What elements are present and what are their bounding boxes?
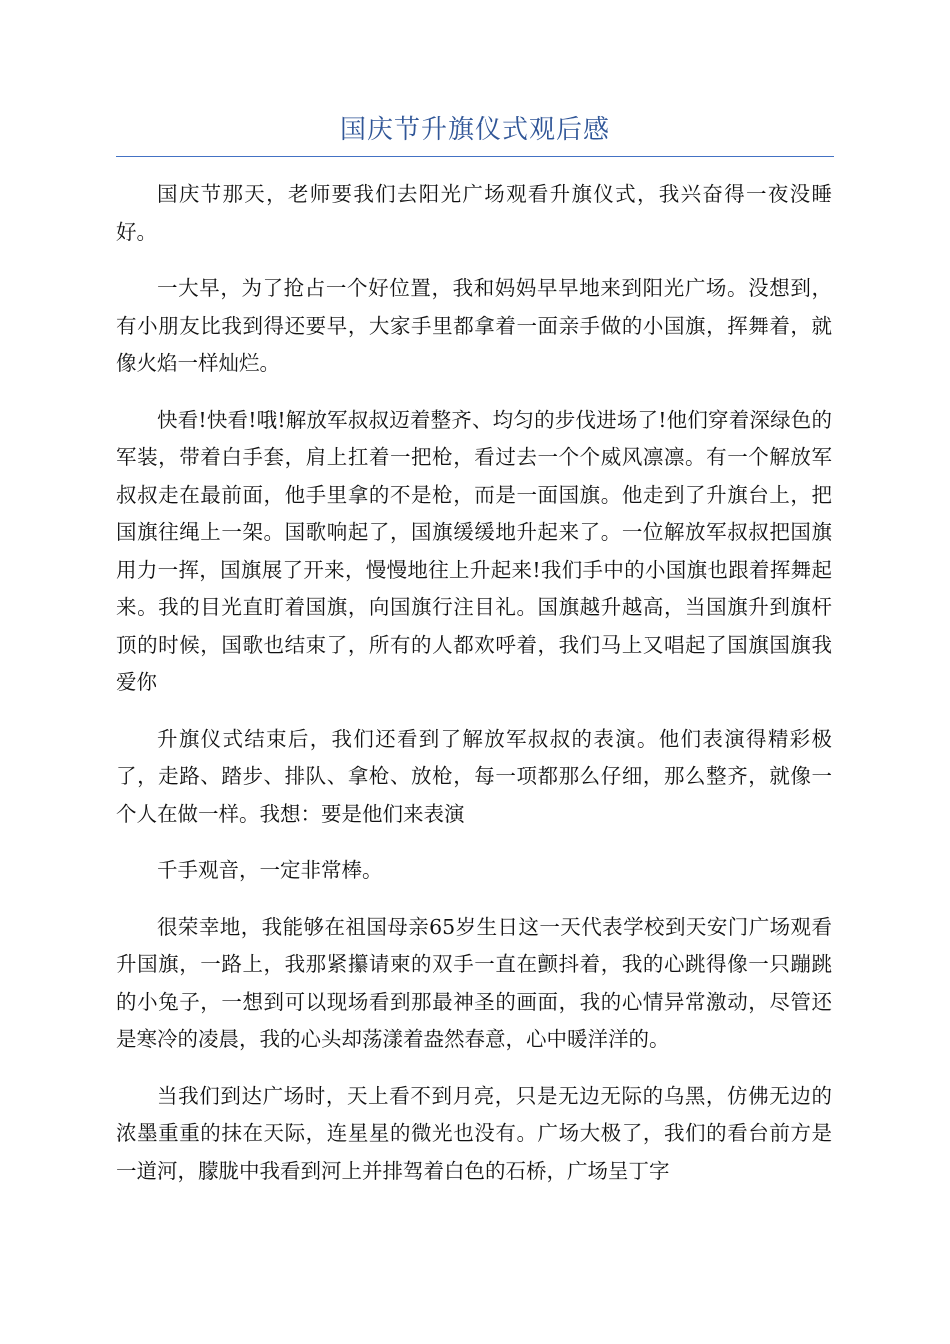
paragraph-6: 很荣幸地，我能够在祖国母亲65岁生日这一天代表学校到天安门广场观看升国旗，一路上，我那紧攥请柬的双手一直在颤抖着，我的心跳得像一只蹦跳的小兔子，一想到可以现场看到那最神圣的画面，我的心情异常激动，尽管还是寒冷的凌晨，我的心头却荡漾着盎然春意，心中暖洋洋的。 bbox=[116, 914, 832, 1051]
page-title: 国庆节升旗仪式观后感 bbox=[339, 115, 610, 145]
paragraph-1: 国庆节那天，老师要我们去阳光广场观看升旗仪式，我兴奋得一夜没睡好。 bbox=[116, 182, 832, 244]
paragraph-7: 当我们到达广场时，天上看不到月亮，只是无边无际的乌黑，仿佛无边的浓墨重重的抹在天际，连星星的微光也没有。广场大极了，我们的看台前方是一道河，朦胧中我看到河上并排驾着白色的石桥，广场呈丁字 bbox=[116, 1083, 832, 1183]
paragraph-4: 升旗仪式结束后，我们还看到了解放军叔叔的表演。他们表演得精彩极了，走路、踏步、排队、拿枪、放枪，每一项都那么仔细，那么整齐，就像一个人在做一样。我想：要是他们来表演 bbox=[116, 726, 832, 826]
paragraph-5: 千手观音，一定非常棒。 bbox=[157, 858, 383, 882]
paragraph-3: 快看!快看!哦!解放军叔叔迈着整齐、均匀的步伐进场了!他们穿着深绿色的军装，带着白手套，肩上扛着一把枪，看过去一个个威风凛凛。有一个解放军叔叔走在最前面，他手里拿的不是枪，而是一面国旗。他走到了升旗台上，把国旗往绳上一架。国歌响起了，国旗缓缓地升起来了。一位解放军叔叔把国旗用力一挥，国旗展了开来，慢慢地往上升起来!我们手中的小国旗也跟着挥舞起来。我的目光直盯着国旗，向国旗行注目礼。国旗越升越高，当国旗升到旗杆顶的时候，国歌也结束了，所有的人都欢呼着，我们马上又唱起了国旗国旗我爱你 bbox=[116, 407, 832, 694]
paragraph-2: 一大早，为了抢占一个好位置，我和妈妈早早地来到阳光广场。没想到，有小朋友比我到得还要早，大家手里都拿着一面亲手做的小国旗，挥舞着，就像火焰一样灿烂。 bbox=[116, 276, 832, 375]
document-body bbox=[116, 176, 832, 1209]
title-block bbox=[116, 108, 834, 157]
